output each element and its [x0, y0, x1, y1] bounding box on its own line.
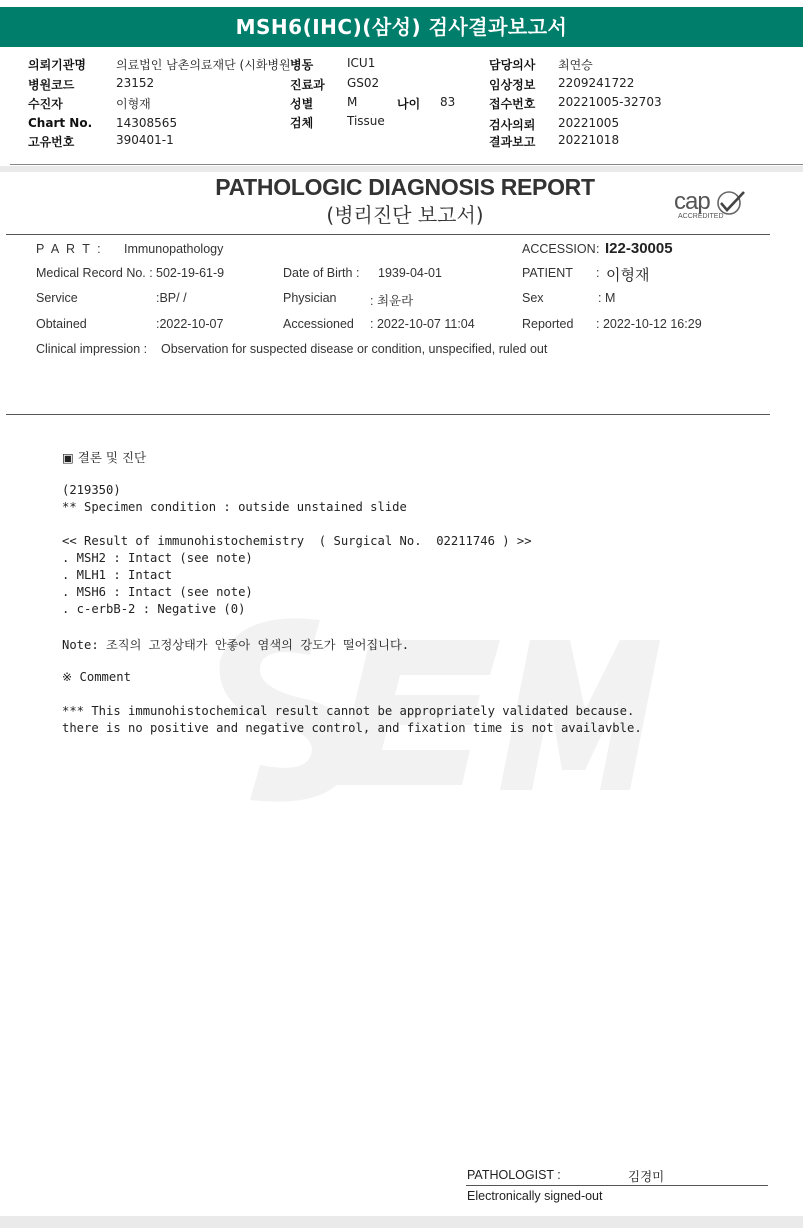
sex-label-en: Sex: [522, 291, 544, 305]
patient-label: 수진자: [28, 97, 63, 111]
clinical-info-label: 임상정보: [489, 78, 536, 92]
accession-colon: :: [596, 242, 600, 256]
document-title: MSH6(IHC)(삼성) 검사결과보고서: [235, 15, 568, 39]
unique-no-value: 390401-1: [116, 133, 174, 147]
physician-value: : 최윤라: [370, 294, 414, 308]
receipt-no-label: 접수번호: [489, 97, 536, 111]
cap-logo-text: cap: [674, 188, 710, 215]
cap-accredited-text: ACCREDITED: [678, 213, 724, 220]
pathologist-name: 김경미: [628, 1169, 665, 1184]
report-subtitle: (병리진단 보고서): [326, 203, 484, 227]
request-date-value: 20221005: [558, 116, 620, 130]
patient-value: 이형재: [116, 97, 151, 111]
divider: [10, 164, 803, 165]
report-date-value: 20221018: [558, 133, 620, 147]
lab-info-block: [0, 50, 803, 163]
section-title: ▣ 결론 및 진단: [62, 450, 147, 465]
divider: [6, 234, 770, 235]
ward-value: ICU1: [347, 56, 376, 70]
accession-value: I22-30005: [605, 240, 673, 257]
doctor-value: 최연승: [558, 58, 593, 72]
ward-label: 병동: [290, 58, 314, 72]
dob-value: 1939-04-01: [378, 266, 442, 280]
note-line: Note: 조직의 고정상태가 안좋아 염색의 강도가 떨어집니다.: [62, 638, 410, 652]
department-label: 진료과: [290, 78, 325, 92]
mlh1-result: . MLH1 : Intact: [62, 568, 173, 582]
reported-value: : 2022-10-12 16:29: [596, 317, 702, 331]
age-value: 83: [440, 95, 456, 109]
chart-no-label: Chart No.: [28, 116, 93, 130]
dob-label: Date of Birth :: [283, 266, 360, 280]
divider: [6, 414, 770, 415]
report-label: 결과보고: [489, 135, 536, 149]
institution-value: 의료법인 남촌의료재단 (시화병원: [116, 58, 291, 72]
hospital-code-label: 병원코드: [28, 78, 75, 92]
comment-line-1: *** This immunohistochemical result cannot be appropriately validated because.: [62, 704, 635, 718]
specimen-label: 검체: [290, 116, 314, 130]
comment-header: ※ Comment: [62, 670, 131, 684]
mrn-value: 502-19-61-9: [156, 266, 225, 280]
sex-value-en: : M: [598, 291, 616, 305]
patient-colon: :: [596, 266, 600, 280]
obtained-label: Obtained: [36, 317, 87, 331]
accession-label: ACCESSION: [522, 242, 596, 256]
unique-no-label: 고유번호: [28, 135, 75, 149]
cerbb2-result: . c-erbB-2 : Negative (0): [62, 602, 246, 616]
msh6-result: . MSH6 : Intact (see note): [62, 585, 253, 599]
physician-label: Physician: [283, 291, 337, 305]
accessioned-label: Accessioned: [283, 317, 354, 331]
comment-line-2: there is no positive and negative control, and fixation time is not availavble.: [62, 721, 642, 735]
bottom-gap: [0, 1216, 803, 1228]
accessioned-value: : 2022-10-07 11:04: [370, 317, 475, 331]
institution-label: 의뢰기관명: [28, 58, 86, 72]
msh2-result: . MSH2 : Intact (see note): [62, 551, 253, 565]
signature-line: [466, 1185, 768, 1186]
age-label: 나이: [397, 97, 421, 111]
signed-out-text: Electronically signed-out: [467, 1189, 603, 1203]
report-title: PATHOLOGIC DIAGNOSIS REPORT: [215, 174, 595, 200]
receipt-no-value: 20221005-32703: [558, 95, 662, 109]
patient-name-value: 이형재: [606, 267, 650, 284]
part-label: P A R T :: [36, 242, 103, 256]
sex-value: M: [347, 95, 358, 109]
cap-logo: [670, 188, 750, 224]
part-value: Immunopathology: [124, 242, 224, 256]
request-label: 검사의뢰: [489, 118, 536, 132]
specimen-id-line: (219350): [62, 483, 121, 497]
doctor-label: 담당의사: [489, 58, 536, 72]
department-value: GS02: [347, 76, 380, 90]
ihc-result-header: << Result of immunohistochemistry ( Surgical No. 02211746 ) >>: [62, 534, 532, 548]
specimen-value: Tissue: [347, 114, 385, 128]
service-value: :BP/ /: [156, 291, 187, 305]
patient-label-en: PATIENT: [522, 266, 573, 280]
service-label: Service: [36, 291, 78, 305]
section-gap: [0, 166, 803, 172]
obtained-value: :2022-10-07: [156, 317, 224, 331]
mrn-label: Medical Record No. :: [36, 266, 153, 280]
sex-label: 성별: [290, 97, 314, 111]
reported-label: Reported: [522, 317, 574, 331]
clinical-impression-label: Clinical impression :: [36, 342, 148, 356]
hospital-code-value: 23152: [116, 76, 155, 90]
clinical-impression-value: Observation for suspected disease or condition, unspecified, ruled out: [161, 342, 548, 356]
specimen-condition-line: ** Specimen condition : outside unstained slide: [62, 500, 407, 514]
clinical-info-value: 2209241722: [558, 76, 635, 90]
chart-no-value: 14308565: [116, 116, 178, 130]
pathologist-label: PATHOLOGIST :: [467, 1168, 561, 1182]
